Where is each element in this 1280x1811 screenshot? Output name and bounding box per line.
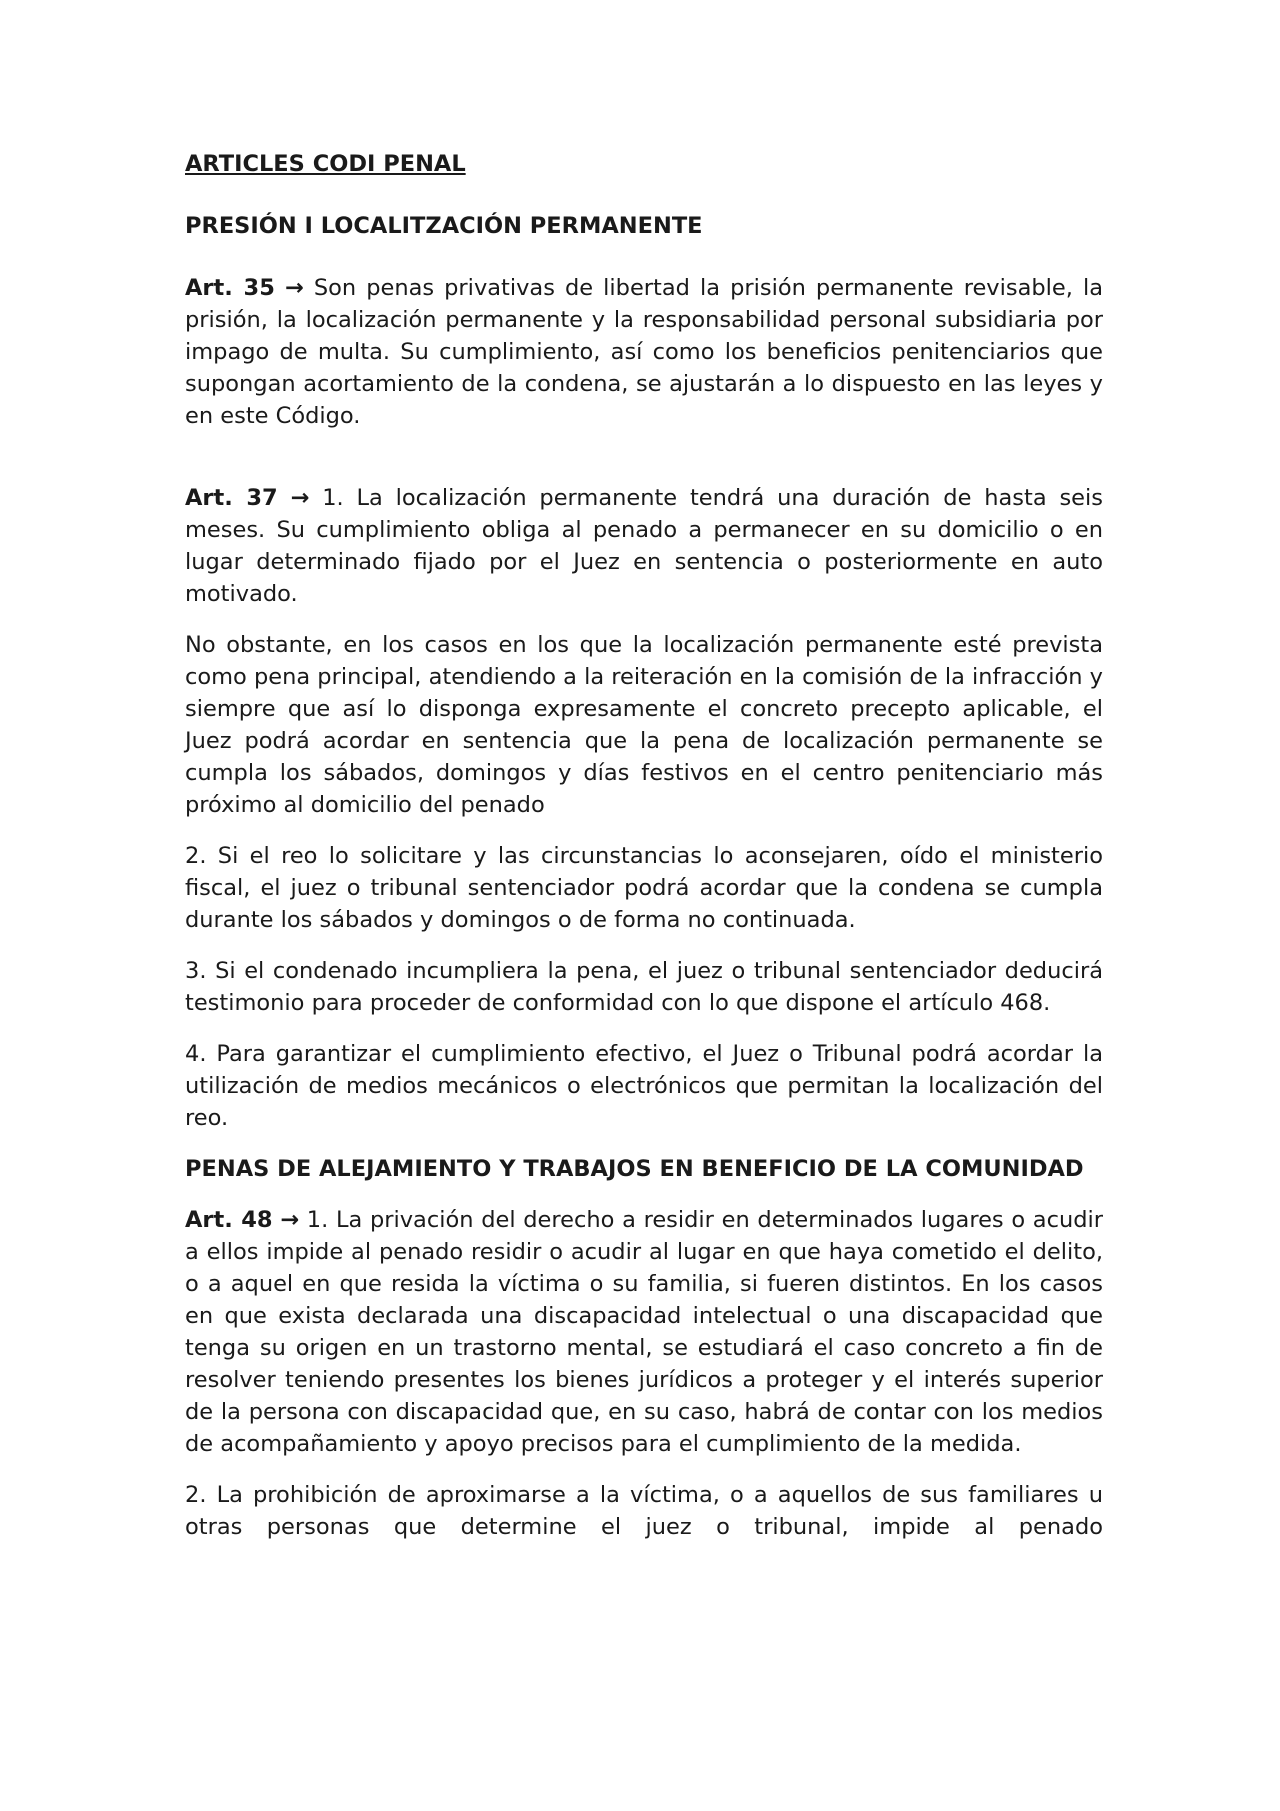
article-35-label: Art. 35 [185, 275, 275, 301]
article-48-label: Art. 48 [185, 1207, 273, 1233]
article-37-paragraph-3: 2. Si el reo lo solicitare y las circunstancias lo aconsejaren, oído el ministerio fiscal, el juez o tribunal sentenciador podrá acordar que la condena se cumpla durante los sábados y domingos o de forma no continuada. [185, 843, 1103, 933]
article-48-text-1: 1. La privación del derecho a residir en determinados lugares o acudir a ellos impide al penado residir o acudir al lugar en que haya cometido el delito, o a aquel en que resida la víctima o su familia, si fueren distintos. En los casos en que exista declarada una discapacidad intelectual o una discapacidad que tenga su origen en un trastorno mental, se estudiará el caso concreto a fin de resolver teniendo presentes los bienes jurídicos a proteger y el interés superior de la persona con discapacidad que, en su caso, habrá de contar con los medios de acompañamiento y apoyo precisos para el cumplimiento de la medida. [185, 1207, 1104, 1457]
article-48-paragraph-2: 2. La prohibición de aproximarse a la víctima, o a aquellos de sus familiares u otras personas que determine el juez o tribunal, impide al penado [185, 1482, 1103, 1540]
article-37-text-1: 1. La localización permanente tendrá una duración de hasta seis meses. Su cumplimiento obliga al penado a permanecer en su domicilio o en lugar determinado fijado por el Juez en sentencia o posteriormente en auto motivado. [185, 485, 1104, 607]
article-37-label: Art. 37 [185, 485, 278, 511]
article-37-paragraph-4: 3. Si el condenado incumpliera la pena, el juez o tribunal sentenciador deducirá testimonio para proceder de conformidad con lo que dispone el artículo 468. [185, 958, 1103, 1016]
article-37-paragraph-1 [185, 482, 1103, 610]
article-48-paragraph-1 [185, 1204, 1103, 1460]
section-heading-prision: PRESIÓN I LOCALITZACIÓN PERMANENTE [185, 213, 703, 239]
article-37-paragraph-5: 4. Para garantizar el cumplimiento efectivo, el Juez o Tribunal podrá acordar la utilización de medios mecánicos o electrónicos que permitan la localización del reo. [185, 1041, 1103, 1131]
section-heading-alejamiento: PENAS DE ALEJAMIENTO Y TRABAJOS EN BENEFICIO DE LA COMUNIDAD [185, 1156, 1084, 1182]
arrow-icon: → [284, 275, 304, 301]
document-page [185, 148, 1103, 1562]
document-title: ARTICLES CODI PENAL [185, 151, 466, 177]
article-35 [185, 272, 1103, 432]
arrow-icon: → [280, 1207, 300, 1233]
article-37-paragraph-2: No obstante, en los casos en los que la localización permanente esté prevista como pena principal, atendiendo a la reiteración en la comisión de la infracción y siempre que así lo disponga expresamente el concreto precepto aplicable, el Juez podrá acordar en sentencia que la pena de localización permanente se cumpla los sábados, domingos y días festivos en el centro penitenciario más próximo al domicilio del penado [185, 632, 1103, 818]
article-35-text: Son penas privativas de libertad la prisión permanente revisable, la prisión, la localización permanente y la responsabilidad personal subsidiaria por impago de multa. Su cumplimiento, así como los beneficios penitenciarios que supongan acortamiento de la condena, se ajustarán a lo dispuesto en las leyes y en este Código. [185, 275, 1103, 429]
arrow-icon: → [290, 485, 310, 511]
